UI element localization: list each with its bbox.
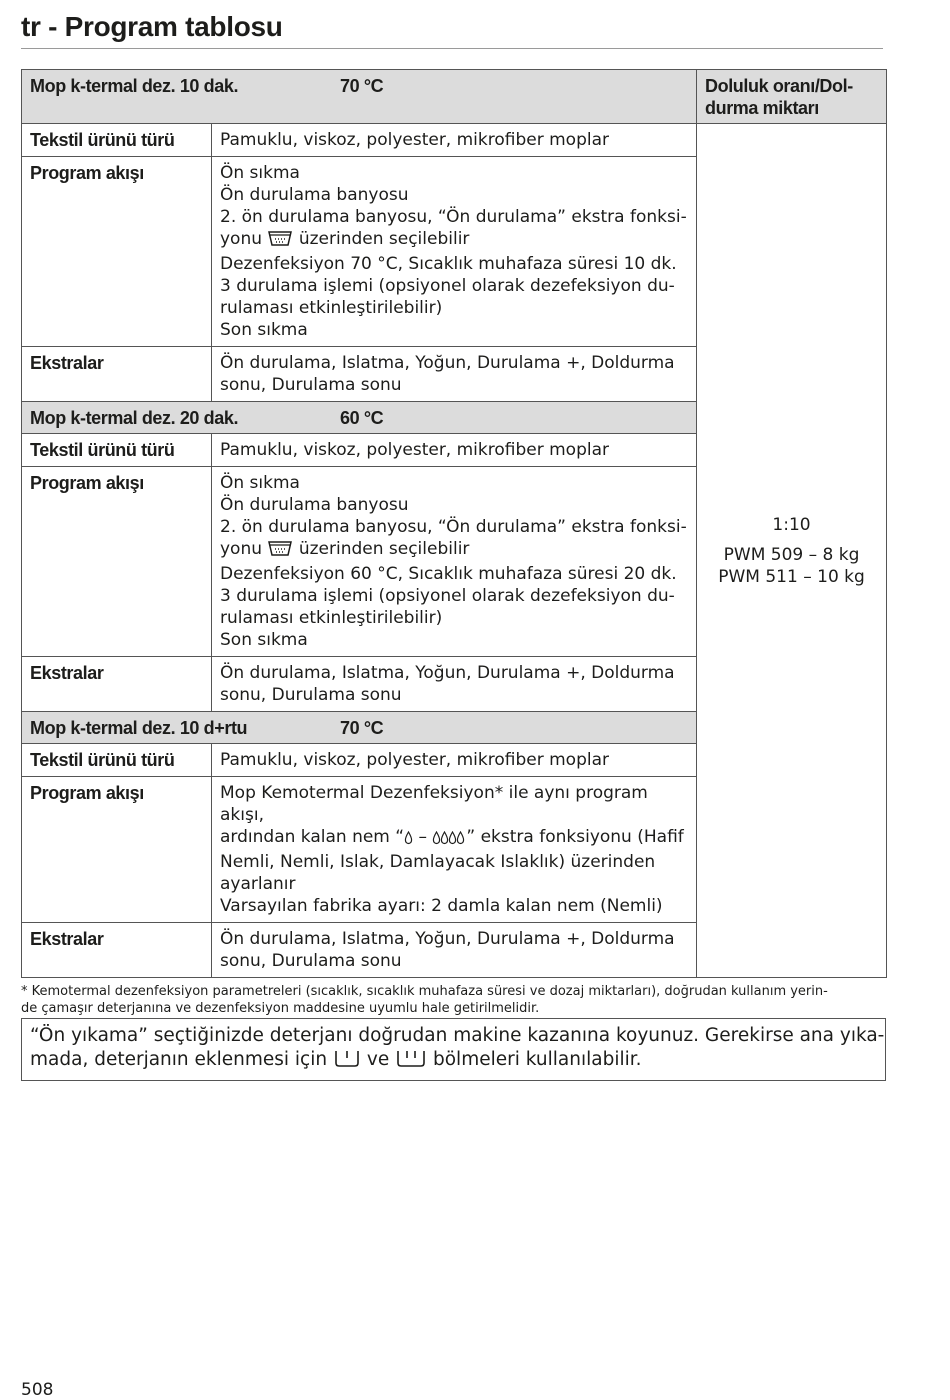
row-value-line: ayarlanır [220, 874, 296, 894]
row-label: Program akışı [22, 777, 212, 923]
program-header-row [22, 70, 887, 124]
row-label: Ekstralar [22, 657, 212, 712]
row-value-line: rulaması etkinleştirilebilir) [220, 608, 443, 628]
row-value-line: Son sıkma [220, 320, 308, 340]
fill-ratio-header [697, 70, 887, 124]
row-value-line: Ön durulama, Islatma, Yoğun, Durulama +, Doldurma [220, 663, 675, 683]
row-value-line: 2. ön durulama banyosu, “Ön durulama” ekstra fonksi- [220, 207, 687, 227]
row-value-line: yonu üzerinden seçilebilir [220, 228, 688, 253]
row-value [212, 434, 697, 467]
row-value [212, 347, 697, 402]
prewash-icon [267, 539, 293, 563]
row-value-line: 2. ön durulama banyosu, “Ön durulama” ekstra fonksi- [220, 517, 687, 537]
compartment-1-icon [333, 1048, 361, 1075]
footnote-line: de çamaşır deterjanına ve dezenfeksiyon maddesine uyumlu hale getirilmelidir. [21, 1001, 540, 1016]
row-value-line: rulaması etkinleştirilebilir) [220, 298, 443, 318]
row-value-line: Pamuklu, viskoz, polyester, mikrofiber moplar [220, 130, 609, 150]
fill-ratio-value [697, 124, 887, 978]
prewash-icon [267, 229, 293, 253]
note-text: mada, deterjanın eklenmesi için [30, 1049, 328, 1070]
row-label: Ekstralar [22, 347, 212, 402]
row-value-line: Dezenfeksiyon 70 °C, Sıcaklık muhafaza süresi 10 dk. [220, 254, 677, 274]
row-label: Tekstil ürünü türü [22, 744, 212, 777]
row-value [212, 157, 697, 347]
page-number: 508 [21, 1380, 54, 1400]
row-value [212, 467, 697, 657]
row-value-line: Ön sıkma [220, 473, 300, 493]
row-value-line: yonu üzerinden seçilebilir [220, 538, 688, 563]
row-value [212, 657, 697, 712]
row-value-line: Ön durulama, Islatma, Yoğun, Durulama +, Doldurma [220, 929, 675, 949]
drop-icon [404, 829, 413, 851]
row-value [212, 777, 697, 923]
row-value [212, 744, 697, 777]
row-value-line: Mop Kemotermal Dezenfeksiyon* ile aynı program [220, 783, 648, 803]
row-label: Program akışı [22, 157, 212, 347]
row-value-line: Pamuklu, viskoz, polyester, mikrofiber moplar [220, 440, 609, 460]
row-value-line: Ön durulama, Islatma, Yoğun, Durulama +, Doldurma [220, 353, 675, 373]
program-temperature: 70 °C [340, 76, 384, 96]
program-table [21, 69, 887, 978]
capacity-line: PWM 509 – 8 kg [723, 544, 860, 565]
row-value-line: 3 durulama işlemi (opsiyonel olarak dezefeksiyon du- [220, 586, 675, 606]
row-value [212, 923, 697, 978]
fill-ratio-header-line: durma miktarı [705, 98, 819, 118]
fill-ratio: 1:10 [772, 514, 811, 535]
page-title: tr - Program tablosu [21, 11, 283, 42]
compartment-2-icon [395, 1048, 427, 1075]
row-value-line: Son sıkma [220, 630, 308, 650]
four-drops-icon [432, 829, 466, 851]
fill-ratio-header-line: Doluluk oranı/Dol- [705, 76, 853, 96]
row-value-line: sonu, Durulama sonu [220, 951, 402, 971]
row-value [212, 124, 697, 157]
row-label: Ekstralar [22, 923, 212, 978]
title-divider [21, 48, 883, 49]
row-value-line: sonu, Durulama sonu [220, 375, 402, 395]
capacity-line: PWM 511 – 10 kg [718, 566, 865, 587]
program-temperature: 70 °C [340, 718, 384, 738]
row-value-line: Nemli, Nemli, Islak, Damlayacak Islaklık) üzerinden [220, 852, 656, 872]
row-label: Program akışı [22, 467, 212, 657]
program-temperature: 60 °C [340, 408, 384, 428]
note-text: bölmeleri kullanılabilir. [433, 1049, 642, 1070]
row-label: Tekstil ürünü türü [22, 434, 212, 467]
note-line: “Ön yıkama” seçtiğinizde deterjanı doğrudan makine kazanına koyunuz. Gerekirse ana yıka- [30, 1025, 885, 1046]
row-value-line: Ön durulama banyosu [220, 185, 409, 205]
footnote [21, 983, 891, 1017]
row-value-line: ardından kalan nem “ – ” ekstra fonksiyonu (Hafif [220, 826, 688, 851]
note-line [30, 1048, 877, 1075]
program-name: Mop k-termal dez. 10 d+rtu [30, 718, 248, 738]
row-value-line: Dezenfeksiyon 60 °C, Sıcaklık muhafaza süresi 20 dk. [220, 564, 677, 584]
program-name: Mop k-termal dez. 10 dak. [30, 76, 239, 96]
row-value-line: 3 durulama işlemi (opsiyonel olarak dezefeksiyon du- [220, 276, 675, 296]
row-value-line: sonu, Durulama sonu [220, 685, 402, 705]
row-value-line: akışı, [220, 805, 264, 825]
program-header-cell [22, 402, 697, 434]
note-text: ve [366, 1049, 390, 1070]
row-value-line: Varsayılan fabrika ayarı: 2 damla kalan nem (Nemli) [220, 896, 663, 916]
footnote-line: * Kemotermal dezenfeksiyon parametreleri (sıcaklık, sıcaklık muhafaza süresi ve dozaj miktarları), doğrudan kullanım yerin- [21, 984, 828, 999]
row-value-line: Pamuklu, viskoz, polyester, mikrofiber moplar [220, 750, 609, 770]
row-value-line: Ön durulama banyosu [220, 495, 409, 515]
program-header-cell [22, 70, 697, 124]
row-value-line: Ön sıkma [220, 163, 300, 183]
row-label: Tekstil ürünü türü [22, 124, 212, 157]
table-row [22, 124, 887, 157]
prewash-note [21, 1018, 886, 1081]
program-name: Mop k-termal dez. 20 dak. [30, 408, 239, 428]
program-header-cell [22, 712, 697, 744]
